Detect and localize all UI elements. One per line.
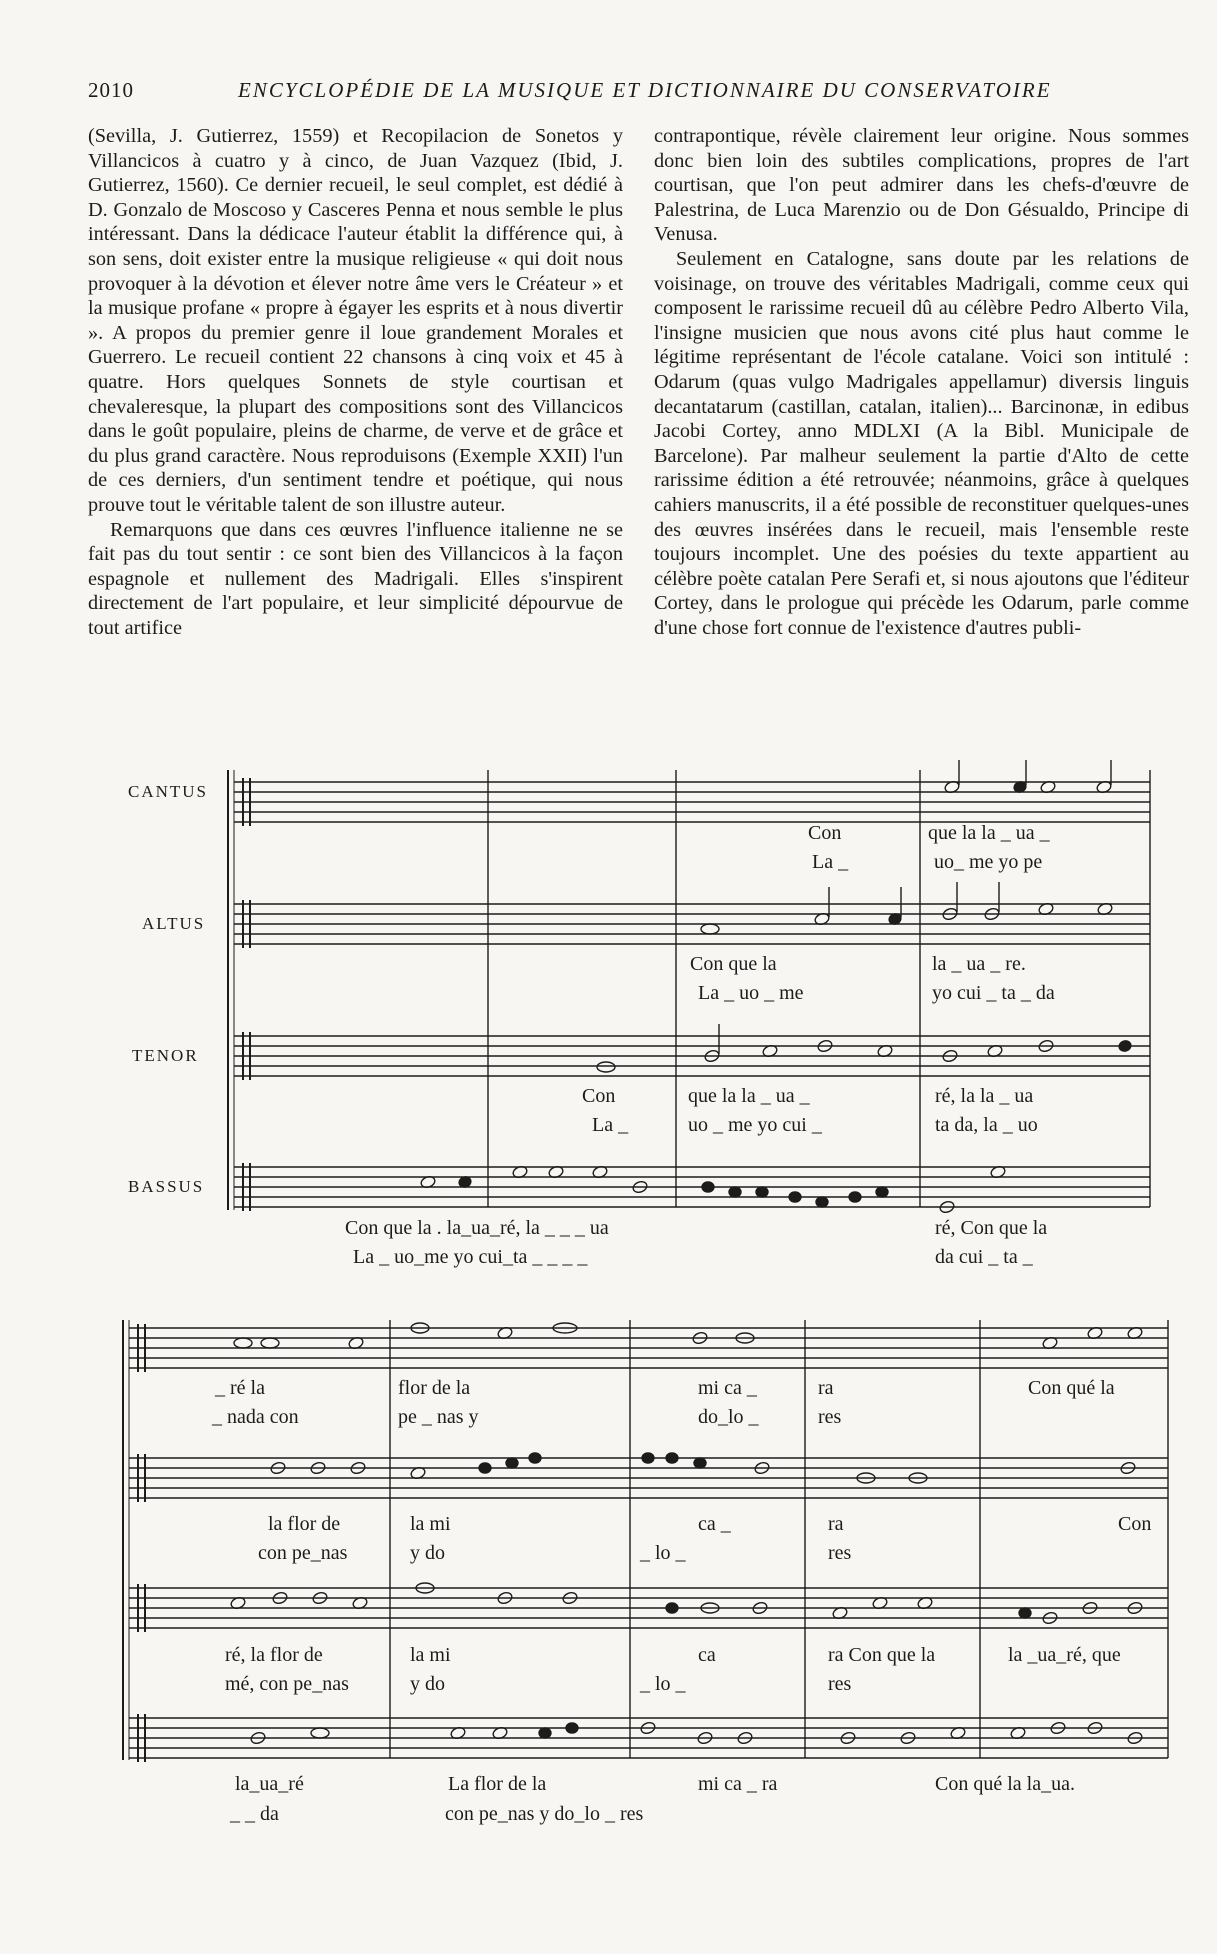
lyric: La _: [812, 851, 849, 873]
lyric: ta da, la _ uo: [935, 1114, 1038, 1136]
lyric: yo cui _ ta _ da: [932, 982, 1055, 1004]
lyric: la flor de: [268, 1513, 341, 1535]
left-paragraph-1: (Sevilla, J. Gutierrez, 1559) et Recopilacion de Sonetos y Villancicos à cuatro y à cinco, de Juan Vazquez (Ibid, J. Gutierrez, 1560). Ce dernier recueil, le seul complet, est dédié à D. Gonzalo de Moscoso y Casceres Penna et nous semble le plus intéressant. Dans la dédicace l'auteur établit la différence qui, à son sens, doit exister entre la musique religieuse « qui doit nous provoquer à la dévotion et élever notre âme vers le Créateur » et la musique profane « propre à égayer les esprits et à nous divertir ». A propos du premier genre il loue grandement Morales et Guerrero. Le recueil contient 22 chansons à cinq voix et 45 à quatre. Hors quelques Sonnets de style courtisan et chevaleresque, la plupart des compositions sont des Villancicos dans le goût populaire, pleins de charme, de verve et de grâce et du plus grand caractère. Nous reproduisons (Exemple XXII) l'un de ces derniers, d'un sentiment tendre et poétique, qui nous prouve tout le véritable talent de son illustre auteur.: [88, 125, 623, 516]
lyric: la_ua_ré: [235, 1773, 304, 1795]
lyric: la _ ua _ re.: [932, 953, 1026, 975]
lyric: flor de la: [398, 1377, 471, 1399]
lyric: ra: [828, 1513, 844, 1535]
lyric: y do: [410, 1542, 445, 1564]
lyric: _ lo _: [640, 1542, 686, 1564]
music-system-2: [0, 1310, 1217, 1850]
lyric: la mi: [410, 1644, 451, 1666]
lyric: que la la _ ua _: [928, 822, 1050, 844]
lyric: ca _: [698, 1513, 731, 1535]
lyric: la _ua_ré, que: [1008, 1644, 1121, 1666]
staff-bassus: [234, 1167, 1150, 1207]
lyric: mé, con pe_nas: [225, 1673, 349, 1695]
staff-altus: [129, 1458, 1168, 1498]
lyric: _ nada con: [212, 1406, 299, 1428]
page-number: 2010: [88, 78, 134, 102]
lyric: que la la _ ua _: [688, 1085, 810, 1107]
staff-altus: [234, 904, 1150, 944]
lyric: ra: [818, 1377, 834, 1399]
lyric: con pe_nas y do_lo _ res: [445, 1803, 644, 1825]
lyric: Con: [1118, 1513, 1152, 1535]
staff-bassus: [129, 1718, 1168, 1758]
lyric: _ _ da: [230, 1803, 279, 1825]
lyric: uo_ me yo pe: [934, 851, 1043, 873]
lyric: res: [828, 1542, 852, 1564]
lyric: res: [828, 1673, 852, 1695]
lyric: mi ca _ ra: [698, 1773, 778, 1795]
voice-label-cantus: CANTUS: [128, 782, 209, 801]
lyric: ca: [698, 1644, 716, 1666]
voice-label-altus: ALTUS: [142, 914, 206, 933]
lyric: uo _ me yo cui _: [688, 1114, 822, 1136]
lyric: y do: [410, 1673, 445, 1695]
music-system-1: [0, 760, 1217, 1280]
right-paragraph-1: contrapontique, révèle clairement leur origine. Nous sommes donc bien loin des subtiles complications, propres de l'art courtisan, que l'on peut admirer dans les chefs-d'œuvre de Palestrina, de Luca Marenzio ou de Don Gésualdo, Principe di Venusa.: [654, 125, 1189, 246]
staff-cantus: [129, 1328, 1168, 1368]
left-column: [88, 124, 623, 640]
lyric: do_lo _: [698, 1406, 759, 1428]
lyric: _ lo _: [640, 1673, 686, 1695]
lyric: la mi: [410, 1513, 451, 1535]
left-paragraph-2: Remarquons que dans ces œuvres l'influence italienne ne se fait pas du tout sentir : ce sont bien des Villancicos à la façon espagnole et nullement des Madrigali. Elles s'inspirent directement de l'art populaire, et leur simplicité dépourvue de tout artifice: [88, 518, 623, 639]
lyric: La flor de la: [448, 1773, 547, 1795]
lyric: ré, Con que la: [935, 1217, 1048, 1239]
lyric: ra Con que la: [828, 1644, 936, 1666]
voice-label-tenor: TENOR: [132, 1046, 199, 1065]
lyric: _ ré la: [215, 1377, 265, 1399]
lyric: da cui _ ta _: [935, 1246, 1033, 1268]
lyric: La _ uo _ me: [698, 982, 804, 1004]
lyric: con pe_nas: [258, 1542, 348, 1564]
lyric: Con qué la la_ua.: [935, 1773, 1075, 1795]
lyric: mi ca _: [698, 1377, 757, 1399]
lyric: ré, la flor de: [225, 1644, 323, 1666]
lyric: Con que la: [690, 953, 777, 975]
voice-label-bassus: BASSUS: [128, 1177, 205, 1196]
lyric: La _ uo_me yo cui_ta _ _ _ _: [353, 1246, 588, 1268]
lyric: Con que la . la_ua_ré, la _ _ _ ua: [345, 1217, 609, 1239]
lyric: Con qué la: [1028, 1377, 1115, 1399]
lyric: pe _ nas y: [398, 1406, 479, 1428]
right-column: [654, 124, 1189, 640]
lyric: La _: [592, 1114, 629, 1136]
staff-cantus: [234, 782, 1150, 822]
running-title: ENCYCLOPÉDIE DE LA MUSIQUE ET DICTIONNAIRE DU CONSERVATOIRE: [238, 78, 1052, 102]
right-paragraph-2: Seulement en Catalogne, sans doute par les relations de voisinage, on trouve des véritables Madrigali, comme ceux qui composent le rarissime recueil dû au célèbre Pedro Alberto Vila, l'insigne musicien que nous avons cité plus haut comme le légitime représentant de l'école catalane. Voici son intitulé : Odarum (quas vulgo Madrigales appellamur) diversis linguis decantatarum (castillan, catalan, italien)... Barcinonæ, in edibus Jacobi Cortey, anno MDLXI (A la Bibl. Municipale de Barcelone). Par malheur seulement la partie d'Alto de cette rarissime édition a été retrouvée; néanmoins, grâce à quelques cahiers manuscrits, il a été possible de reconstituer quelques-unes des œuvres insérées dans le recueil, mais l'ensemble reste toujours incomplet. Une des poésies du texte appartient au célèbre poète catalan Pere Serafi et, si nous ajoutons que l'éditeur Cortey, dans le prologue qui précède les Odarum, parle comme d'une chose fort connue de l'existence d'autres publi-: [654, 247, 1189, 639]
lyric: Con: [808, 822, 842, 844]
lyric: ré, la la _ ua: [935, 1085, 1034, 1107]
lyric: res: [818, 1406, 842, 1428]
lyric: Con: [582, 1085, 616, 1107]
staff-tenor: [234, 1036, 1150, 1076]
running-header: [88, 78, 1148, 108]
